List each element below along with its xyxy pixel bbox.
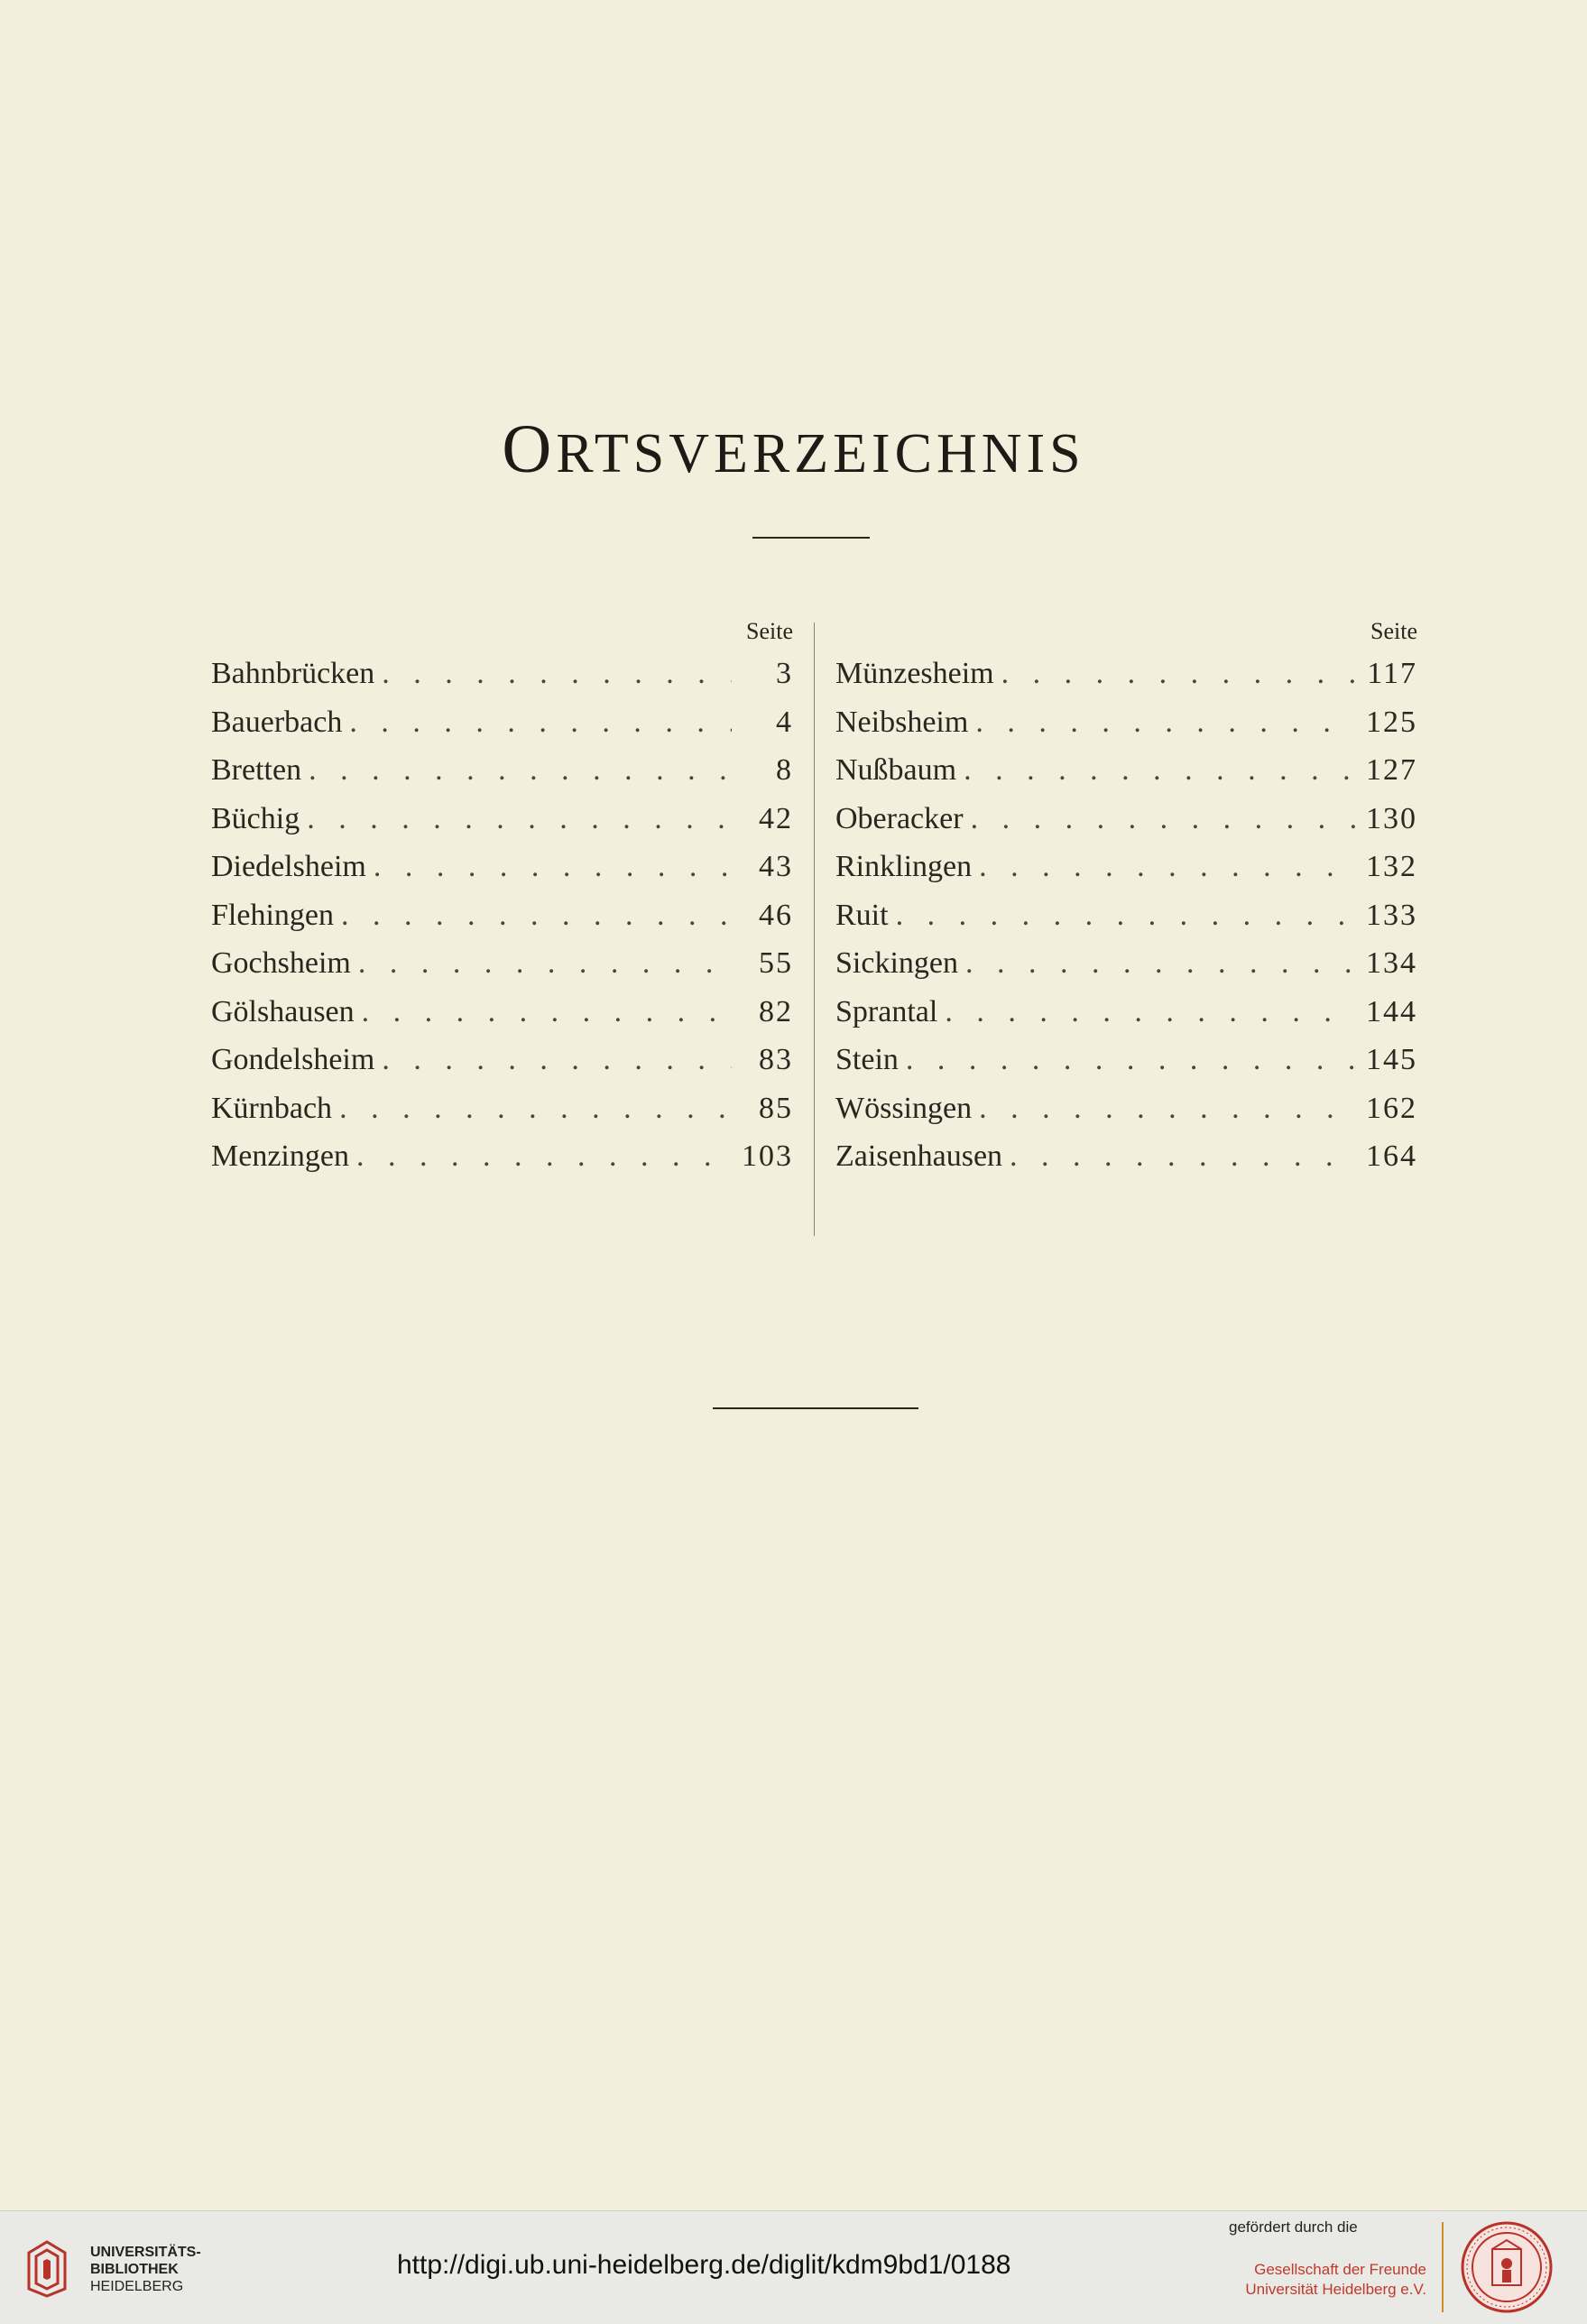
sponsor-separator — [1442, 2222, 1444, 2312]
place-name: Büchig — [211, 801, 300, 835]
sponsor-line-1: Gesellschaft der Freunde — [1254, 2261, 1426, 2278]
index-entry — [211, 650, 793, 698]
dot-leader — [309, 746, 732, 795]
place-name: Sickingen — [835, 946, 958, 980]
place-name: Flehingen — [211, 898, 334, 932]
dot-leader — [896, 891, 1356, 940]
dot-leader — [906, 1036, 1356, 1084]
index-list-right — [835, 650, 1417, 1181]
dot-leader — [339, 1084, 732, 1133]
index-entry — [211, 698, 793, 747]
place-name: Menzingen — [211, 1139, 349, 1173]
page-number: 46 — [759, 898, 793, 932]
place-name: Wössingen — [835, 1091, 973, 1125]
page-number: 117 — [1367, 657, 1417, 690]
dot-leader — [1001, 650, 1356, 698]
page-number: 144 — [1366, 994, 1417, 1028]
dot-leader — [382, 1036, 732, 1084]
index-entry — [211, 843, 793, 891]
index-entry — [835, 988, 1417, 1037]
place-name: Neibsheim — [835, 705, 969, 739]
dot-leader — [1010, 1132, 1356, 1181]
column-header-right: Seite — [1370, 618, 1417, 644]
index-entry — [211, 1036, 793, 1084]
index-list-left — [211, 650, 793, 1181]
index-entry — [835, 843, 1417, 891]
dot-leader — [979, 1084, 1356, 1133]
dot-leader — [358, 939, 732, 988]
place-name: Zaisenhausen — [835, 1139, 1003, 1173]
index-entry — [835, 746, 1417, 795]
page-number: 55 — [759, 946, 793, 980]
title-rest: RTSVERZEICHNIS — [556, 423, 1085, 484]
index-entry — [211, 1084, 793, 1133]
place-name: Bretten — [211, 753, 302, 787]
title-initial: O — [502, 411, 557, 487]
page-number: 83 — [759, 1043, 793, 1076]
page-title — [0, 410, 1587, 489]
dot-leader — [349, 698, 732, 747]
index-entry — [835, 795, 1417, 844]
place-name: Kürnbach — [211, 1091, 333, 1125]
place-name: Nußbaum — [835, 753, 957, 787]
index-entry — [835, 1084, 1417, 1133]
sponsor-name[interactable] — [1232, 2260, 1426, 2300]
dot-leader — [945, 988, 1356, 1037]
library-name[interactable] — [90, 2244, 201, 2295]
dot-leader — [374, 843, 732, 891]
dot-leader — [356, 1132, 732, 1181]
page-number: 85 — [759, 1091, 793, 1125]
place-name: Gölshausen — [211, 994, 355, 1028]
page-number: 127 — [1366, 753, 1417, 787]
page-number: 82 — [759, 994, 793, 1028]
dot-leader — [971, 795, 1356, 844]
index-entry — [835, 939, 1417, 988]
title-rule — [752, 537, 870, 539]
place-name: Bahnbrücken — [211, 657, 375, 690]
index-entry — [211, 891, 793, 940]
index-entry — [211, 939, 793, 988]
page-number: 43 — [759, 850, 793, 883]
place-name: Rinklingen — [835, 850, 973, 883]
sponsor-intro: gefördert durch die — [1229, 2218, 1358, 2236]
index-entry — [211, 988, 793, 1037]
page-number: 164 — [1366, 1139, 1417, 1173]
page-number: 162 — [1366, 1091, 1417, 1125]
page-number: 132 — [1366, 850, 1417, 883]
closing-rule — [713, 1407, 918, 1409]
index-entry — [835, 698, 1417, 747]
place-name: Gochsheim — [211, 946, 351, 980]
place-name: Bauerbach — [211, 705, 343, 739]
dot-leader — [965, 939, 1356, 988]
dot-leader — [362, 988, 732, 1037]
dot-leader — [382, 650, 732, 698]
sponsor-line-2: Universität Heidelberg e.V. — [1245, 2281, 1426, 2298]
place-name: Münzesheim — [835, 657, 994, 690]
page-number: 42 — [759, 801, 793, 835]
column-header-left: Seite — [746, 618, 793, 644]
index-entry — [835, 1132, 1417, 1181]
place-name: Diedelsheim — [211, 850, 366, 883]
place-name: Oberacker — [835, 801, 964, 835]
index-column-left — [211, 613, 793, 1181]
page-number: 134 — [1366, 946, 1417, 980]
page-number: 130 — [1366, 801, 1417, 835]
dot-leader — [341, 891, 732, 940]
dot-leader — [975, 698, 1356, 747]
ub-heidelberg-logo-icon[interactable] — [20, 2236, 74, 2298]
index-entry — [211, 1132, 793, 1181]
page-number: 103 — [742, 1139, 793, 1173]
index-entry — [835, 891, 1417, 940]
page-number: 8 — [776, 753, 793, 787]
page-number: 4 — [776, 705, 793, 739]
index-entry — [835, 650, 1417, 698]
place-name: Sprantal — [835, 994, 938, 1028]
viewer-footer — [0, 2210, 1587, 2324]
page-number: 125 — [1366, 705, 1417, 739]
column-divider — [814, 622, 815, 1236]
place-name: Gondelsheim — [211, 1043, 375, 1076]
library-line-1: UNIVERSITÄTS- — [90, 2245, 201, 2260]
index-column-right — [835, 613, 1417, 1181]
library-line-2: BIBLIOTHEK — [90, 2262, 179, 2277]
university-seal-icon[interactable] — [1460, 2220, 1554, 2314]
library-line-3: HEIDELBERG — [90, 2279, 184, 2294]
page-number: 133 — [1366, 898, 1417, 932]
index-entry — [835, 1036, 1417, 1084]
permalink-url[interactable]: http://digi.ub.uni-heidelberg.de/diglit/kdm9bd1/0188 — [397, 2250, 1011, 2280]
place-name: Stein — [835, 1043, 899, 1076]
page-number: 3 — [776, 657, 793, 690]
index-entry — [211, 746, 793, 795]
index-entry — [211, 795, 793, 844]
place-name: Ruit — [835, 898, 889, 932]
dot-leader — [979, 843, 1356, 891]
dot-leader — [307, 795, 732, 844]
dot-leader — [964, 746, 1356, 795]
page-number: 145 — [1366, 1043, 1417, 1076]
